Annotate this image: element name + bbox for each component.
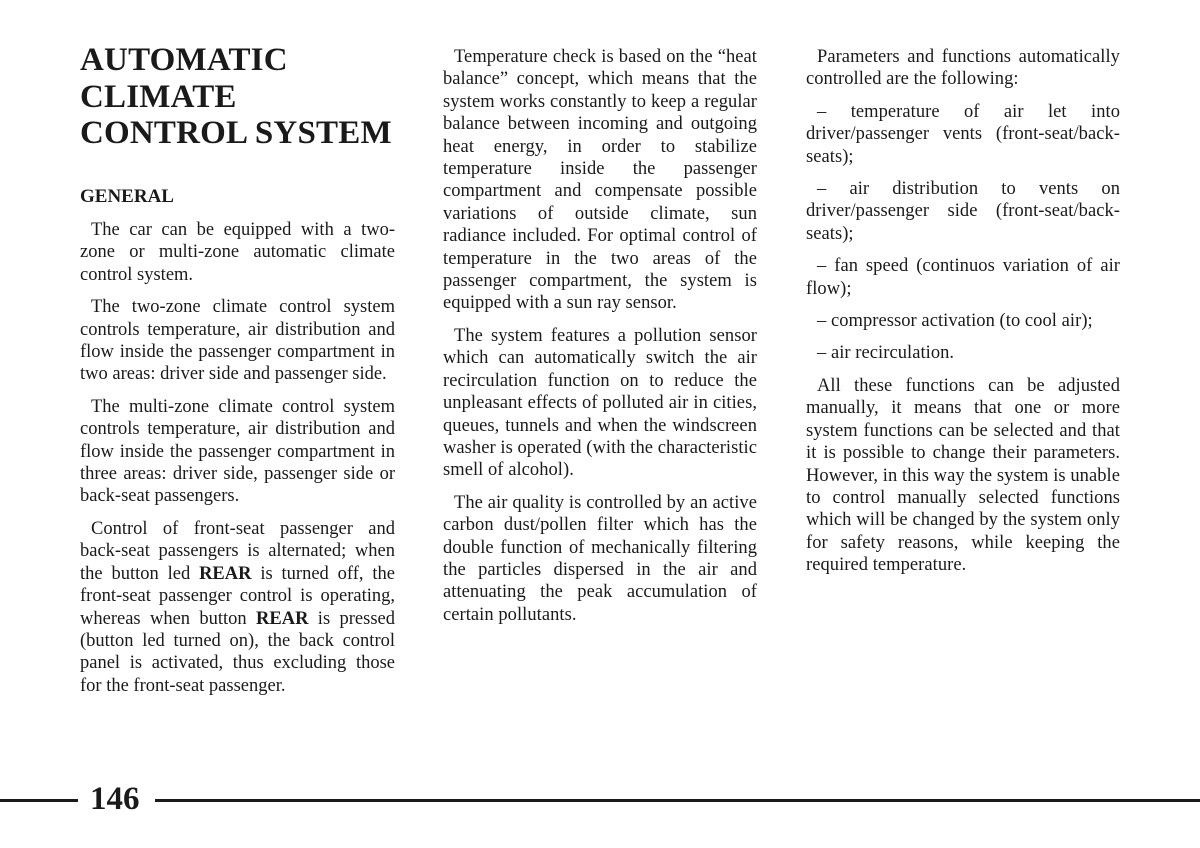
list-item: – temperature of air let into driver/passenger vents (front-seat/back-seats); — [806, 101, 1120, 167]
title-line-1: AUTOMATIC — [80, 42, 288, 78]
footer-rule-left — [0, 799, 78, 802]
page-title — [80, 42, 410, 152]
list-item: – air recirculation. — [817, 343, 955, 364]
title-line-3: CONTROL SYSTEM — [80, 115, 392, 151]
column-2 — [443, 46, 757, 626]
title-line-2: CLIMATE — [80, 78, 237, 115]
paragraph-text: is pressed (button led turned on), the back control panel is activated, thus excluding those for the front-seat passenger. — [80, 608, 395, 696]
column-1 — [80, 219, 395, 697]
footer-rule-right — [155, 799, 1200, 802]
paragraph: The two-zone climate control system controls temperature, air distribution and flow inside the passenger compartment in two areas: driver side and passenger side. — [80, 297, 395, 385]
paragraph — [80, 518, 395, 697]
paragraph: All these functions can be adjusted manually, it means that one or more system functions can be selected and that it is possible to change their parameters. However, in this way the system is unable to control manually selected functions which will be changed by the system only for safety reasons, while keeping the required temperature. — [806, 375, 1120, 576]
paragraph: Temperature check is based on the “heat balance” concept, which means that the system works constantly to keep a regular balance between incoming and outgoing heat energy, in order to stabilize temperature inside the passenger compartment and compensate possible variations of outside climate, sun radiance included. For optimal control of temperature in the two areas of the passenger compartment, the system is equipped with a sun ray sensor. — [443, 47, 757, 314]
paragraph: The system features a pollution sensor which can automatically switch the air recirculation function on to reduce the unpleasant effects of polluted air in cities, queues, tunnels and when the windscreen washer is operated (with the characteristic smell of alcohol). — [443, 325, 757, 481]
rear-button-label: REAR — [256, 608, 309, 629]
paragraph-text: Control of front-seat passenger and back-seat passengers is alternated; when the button led — [80, 518, 395, 584]
paragraph: Parameters and functions automatically controlled are the following: — [806, 47, 1120, 90]
list-item: – compressor activation (to cool air); — [817, 311, 1093, 332]
list-item: – fan speed (continuos variation of air flow); — [806, 256, 1120, 299]
page-number: 146 — [90, 781, 140, 817]
rear-button-label: REAR — [199, 563, 252, 584]
paragraph: The car can be equipped with a two-zone or multi-zone automatic climate control system. — [80, 220, 395, 285]
paragraph: The multi-zone climate control system controls temperature, air distribution and flow inside the passenger compartment in three areas: driver side, passenger side or back-seat passengers. — [80, 396, 395, 507]
paragraph: The air quality is controlled by an active carbon dust/pollen filter which has the double function of mechanically filtering the particles dispersed in the air and attenuating the peak accumulation of certain pollutants. — [443, 492, 757, 625]
section-heading-general: GENERAL — [80, 186, 174, 207]
list-item: – air distribution to vents on driver/passenger side (front-seat/back-seats); — [806, 179, 1120, 244]
paragraph-text: is turned off, the front-seat passenger control is operating, whereas when button — [80, 563, 395, 629]
column-3 — [806, 46, 1120, 577]
